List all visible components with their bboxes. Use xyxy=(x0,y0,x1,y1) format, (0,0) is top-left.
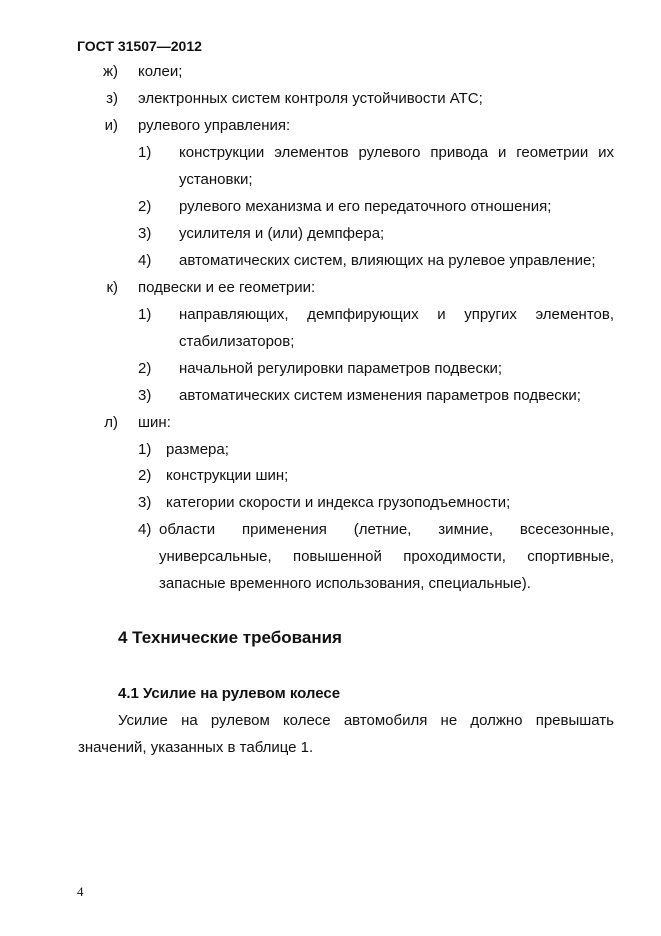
list-item-text: рулевого управления: xyxy=(138,117,291,134)
list-item-text: категории скорости и индекса грузоподъемности; xyxy=(166,494,511,511)
list-sublabel: 1) xyxy=(138,306,152,323)
list-item-text: конструкции элементов рулевого привода и геометрии их xyxy=(179,144,614,161)
list-sublabel: 1) xyxy=(138,441,152,458)
paragraph-line: значений, указанных в таблице 1. xyxy=(78,739,314,756)
list-sublabel: 4) xyxy=(138,521,152,538)
list-item-text: размера; xyxy=(166,441,229,458)
list-item-text: колеи; xyxy=(138,63,183,80)
list-item-text: подвески и ее геометрии: xyxy=(138,279,316,296)
list-item-text: электронных систем контроля устойчивости АТС; xyxy=(138,90,483,107)
list-item-continuation: установки; xyxy=(179,171,253,188)
list-label: л) xyxy=(104,414,118,431)
paragraph-line: Усилие на рулевом колесе автомобиля не должно превышать xyxy=(118,712,614,729)
list-sublabel: 3) xyxy=(138,387,152,404)
list-item-text: усилителя и (или) демпфера; xyxy=(179,225,385,242)
list-item-continuation: запасные временного использования, специальные). xyxy=(159,575,531,592)
list-sublabel: 2) xyxy=(138,360,152,377)
list-sublabel: 2) xyxy=(138,467,152,484)
list-label: к) xyxy=(106,279,118,296)
list-sublabel: 4) xyxy=(138,252,152,269)
list-item-continuation: универсальные, повышенной проходимости, спортивные, xyxy=(159,548,614,565)
subsection-heading: 4.1 Усилие на рулевом колесе xyxy=(118,685,341,702)
document-header: ГОСТ 31507—2012 xyxy=(77,38,202,54)
list-item-text: автоматических систем изменения параметров подвески; xyxy=(179,387,581,404)
list-item-text: рулевого механизма и его передаточного отношения; xyxy=(179,198,552,215)
list-item-text: автоматических систем, влияющих на рулевое управление; xyxy=(179,252,596,269)
page-number: 4 xyxy=(77,884,84,899)
section-heading: 4 Технические требования xyxy=(118,628,342,647)
list-sublabel: 3) xyxy=(138,225,152,242)
list-item-text: направляющих, демпфирующих и упругих элементов, xyxy=(179,306,614,323)
list-sublabel: 3) xyxy=(138,494,152,511)
list-item-text: конструкции шин; xyxy=(166,467,289,484)
list-sublabel: 1) xyxy=(138,144,152,161)
list-item-text: шин: xyxy=(138,414,171,431)
list-item-continuation: стабилизаторов; xyxy=(179,333,295,350)
list-item-text: начальной регулировки параметров подвески; xyxy=(179,360,503,377)
list-label: з) xyxy=(106,90,118,107)
list-label: ж) xyxy=(102,63,118,80)
list-item-text: области применения (летние, зимние, всесезонные, xyxy=(159,521,614,538)
list-sublabel: 2) xyxy=(138,198,152,215)
list-label: и) xyxy=(104,117,118,134)
